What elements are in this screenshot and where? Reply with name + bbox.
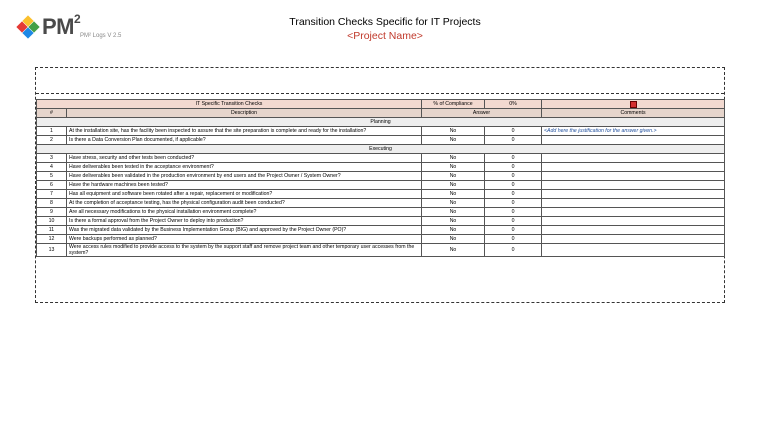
- row-score: 0: [485, 190, 542, 199]
- status-square-icon: [630, 101, 637, 108]
- status-indicator: [542, 100, 725, 109]
- row-score: 0: [485, 154, 542, 163]
- row-number: 12: [37, 235, 67, 244]
- comment-field[interactable]: [542, 181, 725, 190]
- row-number: 1: [37, 127, 67, 136]
- row-number: 5: [37, 172, 67, 181]
- section-row: [37, 118, 725, 127]
- table-row: [37, 172, 725, 181]
- col-answer: Answer: [422, 109, 542, 118]
- answer-select[interactable]: No: [422, 163, 485, 172]
- row-description: Is there a formal approval from the Project Owner to deploy into production?: [67, 217, 422, 226]
- compliance-value: 0%: [485, 100, 542, 109]
- row-description: Have deliverables been validated in the production environment by end users and the Project Owner / System Owner?: [67, 172, 422, 181]
- table-row: [37, 226, 725, 235]
- comment-field[interactable]: [542, 244, 725, 257]
- comment-field[interactable]: [542, 190, 725, 199]
- section-title: Planning: [37, 118, 725, 127]
- row-score: 0: [485, 208, 542, 217]
- row-number: 4: [37, 163, 67, 172]
- row-score: 0: [485, 244, 542, 257]
- row-score: 0: [485, 235, 542, 244]
- row-description: Were backups performed as planned?: [67, 235, 422, 244]
- comment-field[interactable]: [542, 136, 725, 145]
- page-title: Transition Checks Specific for IT Projects: [289, 16, 481, 28]
- table-row: [37, 154, 725, 163]
- table-row: [37, 244, 725, 257]
- row-description: Are all necessary modifications to the physical installation environment complete?: [67, 208, 422, 217]
- row-score: 0: [485, 172, 542, 181]
- row-number: 13: [37, 244, 67, 257]
- row-description: Is there a Data Conversion Plan documented, if applicable?: [67, 136, 422, 145]
- row-score: 0: [485, 163, 542, 172]
- comment-field[interactable]: [542, 208, 725, 217]
- section-row: [37, 145, 725, 154]
- table-row: [37, 235, 725, 244]
- row-number: 7: [37, 190, 67, 199]
- table-row: [37, 163, 725, 172]
- row-description: At the installation site, has the facility been inspected to assure that the site preparation is complete and ready for the installation?: [67, 127, 422, 136]
- answer-select[interactable]: No: [422, 226, 485, 235]
- comment-field[interactable]: [542, 235, 725, 244]
- row-score: 0: [485, 136, 542, 145]
- table-row: [37, 136, 725, 145]
- answer-select[interactable]: No: [422, 244, 485, 257]
- answer-select[interactable]: No: [422, 190, 485, 199]
- table-row: [37, 217, 725, 226]
- answer-select[interactable]: No: [422, 217, 485, 226]
- row-description: Was the migrated data validated by the Business Implementation Group (BIG) and approved by the Project Owner (PO)?: [67, 226, 422, 235]
- table-heading: IT Specific Transition Checks: [37, 100, 422, 109]
- row-description: Have deliverables been tested in the acceptance environment?: [67, 163, 422, 172]
- col-num: #: [37, 109, 67, 118]
- table-row: [37, 127, 725, 136]
- comment-field[interactable]: [542, 199, 725, 208]
- row-description: Has all equipment and software been rotated after a repair, replacement or modification?: [67, 190, 422, 199]
- row-number: 3: [37, 154, 67, 163]
- answer-select[interactable]: No: [422, 127, 485, 136]
- comment-field[interactable]: [542, 172, 725, 181]
- row-description: Have stress, security and other tests been conducted?: [67, 154, 422, 163]
- table-heading-row: [37, 100, 725, 109]
- row-score: 0: [485, 199, 542, 208]
- row-description: Have the hardware machines been tested?: [67, 181, 422, 190]
- row-number: 2: [37, 136, 67, 145]
- answer-select[interactable]: No: [422, 235, 485, 244]
- row-number: 10: [37, 217, 67, 226]
- col-comments: Comments: [542, 109, 725, 118]
- row-description: At the completion of acceptance testing, has the physical configuration audit been conducted?: [67, 199, 422, 208]
- answer-select[interactable]: No: [422, 208, 485, 217]
- row-score: 0: [485, 181, 542, 190]
- row-number: 11: [37, 226, 67, 235]
- answer-select[interactable]: No: [422, 136, 485, 145]
- logo-text: $PM^2$: [42, 12, 81, 39]
- table-row: [37, 208, 725, 217]
- logo-version: PM² Logs V 2.5: [80, 33, 122, 39]
- checklist-sheet: [35, 67, 725, 303]
- row-number: 6: [37, 181, 67, 190]
- answer-select[interactable]: No: [422, 199, 485, 208]
- comment-field[interactable]: [542, 154, 725, 163]
- comment-field[interactable]: <Add here the justification for the answer given.>: [542, 127, 725, 136]
- table-row: [37, 190, 725, 199]
- row-description: Were access rules modified to provide access to the system by the support staff and remove project team and other temporary user accesses from the system?: [67, 244, 422, 257]
- comment-field[interactable]: [542, 226, 725, 235]
- compliance-label: % of Compliance: [422, 100, 485, 109]
- table-row: [37, 199, 725, 208]
- sheet-top-band: [36, 68, 724, 94]
- row-score: 0: [485, 127, 542, 136]
- comment-field[interactable]: [542, 217, 725, 226]
- section-title: Executing: [37, 145, 725, 154]
- comment-field[interactable]: [542, 163, 725, 172]
- answer-select[interactable]: No: [422, 154, 485, 163]
- answer-select[interactable]: No: [422, 172, 485, 181]
- row-score: 0: [485, 217, 542, 226]
- row-number: 8: [37, 199, 67, 208]
- column-header-row: [37, 109, 725, 118]
- transition-checks-table: [36, 99, 725, 257]
- answer-select[interactable]: No: [422, 181, 485, 190]
- project-name: <Project Name>: [347, 30, 423, 42]
- row-score: 0: [485, 226, 542, 235]
- col-description: Description: [67, 109, 422, 118]
- row-number: 9: [37, 208, 67, 217]
- table-row: [37, 181, 725, 190]
